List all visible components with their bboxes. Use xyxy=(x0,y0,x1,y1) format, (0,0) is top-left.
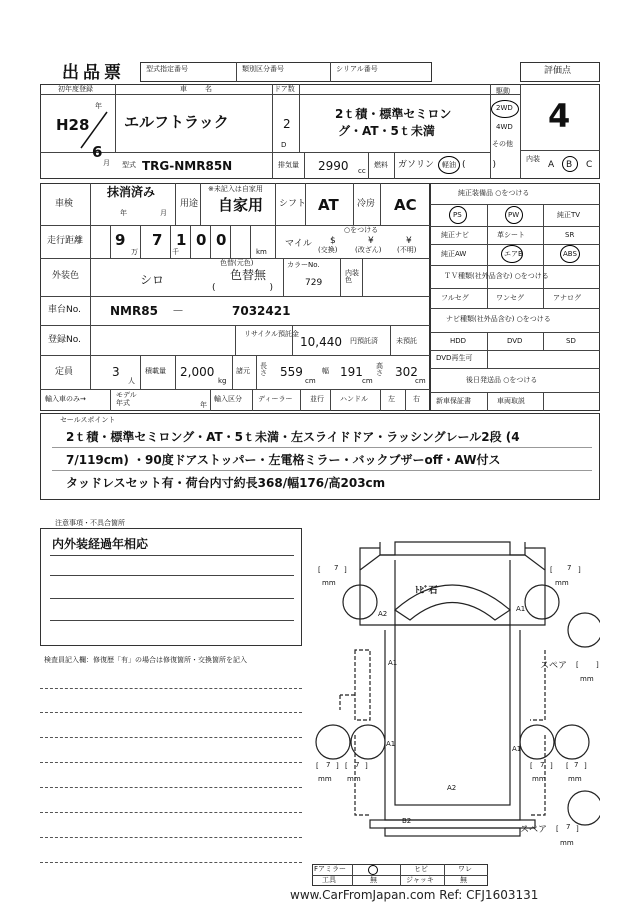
jack-label: ジャッキ xyxy=(406,876,434,884)
displacement-label: 排気量 xyxy=(278,161,299,169)
doors-label: ドア数 xyxy=(274,85,295,93)
crack-label: ワレ xyxy=(458,865,472,873)
shaken-label: 車検 xyxy=(55,199,74,209)
spare2-bracket: [ xyxy=(556,825,559,833)
reg-no-label: 登録No. xyxy=(48,335,81,345)
sales-points-label: セールスポイント xyxy=(60,416,116,424)
capacity-label: 定員 xyxy=(55,367,74,377)
grade-line2: グ・AT・5ｔ未満 xyxy=(338,124,435,138)
tool-value: 無 xyxy=(370,876,377,884)
tire-br1-bracket-r: ] xyxy=(550,762,553,770)
mileage-digit-1: 9 xyxy=(115,231,126,249)
mileage-digit-2: 7 xyxy=(152,231,163,249)
handle-left: 左 xyxy=(388,395,395,403)
fuel-paren: ( ) xyxy=(462,160,497,170)
meter-opt-3: ¥ xyxy=(406,236,412,246)
recycle-label: リサイクル預託金 xyxy=(244,330,300,338)
handle-right: 右 xyxy=(413,395,420,403)
tire-bl2-bracket: [ xyxy=(345,762,348,770)
interior-c: C xyxy=(586,160,593,170)
car-name-label: 車名 xyxy=(180,85,230,93)
equip-airbag: エアB xyxy=(504,250,523,258)
navi-title: ナビ種類(社外品含む) ○をつける xyxy=(446,315,551,323)
tire-br1-value: 7 xyxy=(540,761,545,769)
import-dealer: ディーラー xyxy=(258,395,293,403)
sales-line-3: タッドレスセット有・荷台内寸約長368/幅176/高203cm xyxy=(66,476,386,490)
tire-br2-value: 7 xyxy=(574,761,579,769)
orig-paren: ( ) xyxy=(212,283,274,293)
color-label: 外装色 xyxy=(52,271,80,281)
cm-unit-1: cm xyxy=(305,377,316,385)
grade-line1: 2ｔ積・標準セミロン xyxy=(335,107,452,121)
width-value: 191 xyxy=(340,365,363,379)
load-label: 積載量 xyxy=(145,367,166,375)
length-label: 長さ xyxy=(260,362,267,377)
navi-sd: SD xyxy=(566,337,576,345)
orig-color-value: 色替無 xyxy=(230,268,267,282)
drive-4wd: 4WD xyxy=(496,123,513,131)
height-label: 高さ xyxy=(376,362,383,377)
height-value: 302 xyxy=(395,365,418,379)
fuel-diesel: 軽油 xyxy=(442,161,456,169)
diagram-a1-left-mid: A1 xyxy=(386,740,396,748)
capacity-value: 3 xyxy=(112,365,120,379)
recycle-paid: 円預託済 xyxy=(350,337,378,345)
length-value: 559 xyxy=(280,365,303,379)
interior-b: B xyxy=(566,160,573,170)
ac-value: AC xyxy=(394,196,417,214)
color-value: シロ xyxy=(140,273,165,287)
spare-mm: mm xyxy=(580,675,594,683)
man-unit: 万 xyxy=(131,248,138,256)
tire-tl-mm: mm xyxy=(322,579,336,587)
spare2-label: スペア xyxy=(520,825,548,835)
kg-unit: kg xyxy=(218,377,227,385)
equip-sr: SR xyxy=(565,231,575,239)
score-label: 評価点 xyxy=(544,66,572,76)
fuel-gasoline: ガソリン xyxy=(398,160,435,170)
color-no: 729 xyxy=(305,278,323,288)
year-unit: 年 xyxy=(95,102,102,110)
spare-label: スペア xyxy=(540,661,568,671)
equip-pw: PW xyxy=(508,211,520,219)
score-value: 4 xyxy=(548,97,571,135)
car-name: エルフトラック xyxy=(124,113,229,131)
equip-aw: 純正AW xyxy=(441,250,467,258)
recycle-unpaid: 未預託 xyxy=(396,337,417,345)
use-value: 自家用 xyxy=(218,196,264,214)
diagram-a1-right: A1 xyxy=(516,605,526,613)
dvd-label: DVD再生可 xyxy=(436,354,473,362)
shift-value: AT xyxy=(318,196,339,214)
diagram-a2-left: A2 xyxy=(378,610,388,618)
model-year-unit: 年 xyxy=(200,401,207,409)
meter-sub-1: (交換) xyxy=(318,246,338,254)
diagram-a1-right-low: A1 xyxy=(512,745,522,753)
equip-ps: PS xyxy=(453,211,462,219)
model-code: TRG-NMR85N xyxy=(142,159,233,173)
spare-bracket: [ xyxy=(576,661,579,669)
navi-dvd: DVD xyxy=(507,337,523,345)
doors-value: 2 xyxy=(283,117,291,131)
tire-bl1-value: 7 xyxy=(326,761,331,769)
import-cat-label: 輸入区分 xyxy=(214,395,242,403)
post-warranty: 新車保証書 xyxy=(436,397,471,405)
mileage-digit-4: 0 xyxy=(196,231,207,249)
interior-label: 内装 xyxy=(526,155,540,163)
notes-text: 内外装経過年相応 xyxy=(52,537,149,551)
tool-label: 工具 xyxy=(322,876,336,884)
shaken-value: 抹消済み xyxy=(107,185,156,199)
equipment-title: 純正装備品 ○をつける xyxy=(458,189,530,197)
chassis-label: 車台No. xyxy=(48,305,81,315)
km-unit: km xyxy=(256,248,267,256)
notes-label: 注意事項・不具合箇所 xyxy=(55,519,125,527)
model-cert-label: 型式指定番号 xyxy=(146,65,188,73)
person-unit: 人 xyxy=(128,377,135,385)
sen-unit: 千 xyxy=(172,248,179,256)
tire-bl1-bracket: [ xyxy=(316,762,319,770)
use-note: ※未記入は自家用 xyxy=(208,185,263,193)
jack-value: 無 xyxy=(460,876,467,884)
mileage-digit-3: 1 xyxy=(176,231,187,249)
tire-br1-mm: mm xyxy=(532,775,546,783)
form-title: 出品票 xyxy=(62,63,125,83)
serial-label: シリアル番号 xyxy=(336,65,378,73)
cm-unit-3: cm xyxy=(415,377,426,385)
color-no-label: カラーNo. xyxy=(287,261,320,269)
tire-bl2-value: 7 xyxy=(355,761,360,769)
shift-label: シフト xyxy=(279,199,307,209)
orig-color-label: 色替(元色) xyxy=(220,259,254,267)
tire-bl1-bracket-r: ] xyxy=(336,762,339,770)
footer-watermark: www.CarFromJapan.com Ref: CFJ1603131 xyxy=(290,888,539,902)
displacement-value: 2990 xyxy=(318,159,349,173)
tire-tr-value: 7 xyxy=(567,564,572,572)
tv-title: ＴＶ種類(社外品含む) ○をつける xyxy=(444,272,549,280)
equip-abs: ABS xyxy=(563,250,577,258)
fuel-label: 燃料 xyxy=(374,161,388,169)
post-manual: 車両取説 xyxy=(497,397,525,405)
door-suffix: D xyxy=(281,141,287,149)
tv-oneseg: ワンセグ xyxy=(496,294,524,302)
navi-hdd: HDD xyxy=(450,337,467,345)
interior-a: A xyxy=(548,160,555,170)
tire-br2-mm: mm xyxy=(568,775,582,783)
post-title: 後日発送品 ○をつける xyxy=(466,376,538,384)
dims-label: 諸元 xyxy=(236,367,250,375)
tire-tr-bracket-r: ] xyxy=(578,566,581,574)
chip-label: ヒビ xyxy=(414,865,428,873)
month-unit: 月 xyxy=(103,159,110,167)
model-year-label: モデル年式 xyxy=(116,391,137,407)
first-reg-month: 6 xyxy=(92,143,103,161)
spare2-value: 7 xyxy=(566,823,571,831)
tire-br2-bracket: [ xyxy=(566,762,569,770)
use-label: 用途 xyxy=(180,199,199,209)
mirror-circle xyxy=(368,865,378,875)
drive-2wd: 2WD xyxy=(496,104,513,112)
category-label: 類別区分番号 xyxy=(242,65,284,73)
tv-analog: アナログ xyxy=(553,294,581,302)
tire-br1-bracket: [ xyxy=(530,762,533,770)
diagram-a2-bottom: A2 xyxy=(447,784,457,792)
mileage-digit-5: 0 xyxy=(216,231,227,249)
cc-unit: cc xyxy=(358,167,366,175)
tire-tl-bracket-r: ] xyxy=(344,566,347,574)
mileage-label: 走行距離 xyxy=(47,236,84,246)
chassis-no: 7032421 xyxy=(232,304,291,318)
meter-opt-2: ¥ xyxy=(368,236,374,246)
chassis-dash: － xyxy=(172,304,185,318)
tire-tl-bracket: [ xyxy=(318,566,321,574)
shaken-month-unit: 月 xyxy=(160,209,167,217)
spare-bracket-r: ] xyxy=(596,661,599,669)
inspector-label: 検査員記入欄：修復歴「有」の場合は修復箇所・交換箇所を記入 xyxy=(44,656,247,664)
handle-label: ハンドル xyxy=(340,395,368,403)
meter-sub-3: (不明) xyxy=(397,246,417,254)
equip-navi: 純正ナビ xyxy=(441,231,469,239)
equip-leather: 革シート xyxy=(497,231,525,239)
first-reg-label: 初年度登録 xyxy=(58,85,93,93)
spare2-bracket-r: ] xyxy=(576,825,579,833)
tire-tr-bracket: [ xyxy=(550,566,553,574)
meter-sub-2: (改ざん) xyxy=(355,246,382,254)
chassis-prefix: NMR85 xyxy=(110,304,158,318)
diagram-b2: B2 xyxy=(402,817,412,825)
recycle-value: 10,440 xyxy=(300,335,342,349)
diagram-windshield: ﾄﾋﾞ石 xyxy=(415,586,438,596)
tire-tl-value: 7 xyxy=(334,564,339,572)
import-label: 輸入車のみ→ xyxy=(45,395,86,403)
sales-line-1: 2ｔ積・標準セミロング・AT・5ｔ未満・左スライドドア・ラッシングレール2段 (4 xyxy=(66,430,520,444)
meter-opt-1: $ xyxy=(330,236,336,246)
mirror-label: Fアミラー xyxy=(314,865,347,873)
spare2-mm: mm xyxy=(560,839,574,847)
load-value: 2,000 xyxy=(180,365,215,379)
tire-tr-mm: mm xyxy=(555,579,569,587)
width-label: 幅 xyxy=(322,367,329,375)
import-parallel: 並行 xyxy=(310,395,324,403)
first-reg-year: H28 xyxy=(56,116,90,134)
mile-label: マイル xyxy=(285,239,312,249)
tire-bl1-mm: mm xyxy=(318,775,332,783)
diagram-a1-left-top: A1 xyxy=(388,659,398,667)
tv-fullseg: フルセグ xyxy=(441,294,469,302)
sales-line-2: 7/119cm) ・90度ドアストッパー・左電格ミラー・バックブザーoff・AW付ス xyxy=(66,453,501,467)
int-color-label: 内装色 xyxy=(345,269,359,284)
ac-label: 冷房 xyxy=(357,199,376,209)
cm-unit-2: cm xyxy=(362,377,373,385)
tire-bl2-bracket-r: ] xyxy=(365,762,368,770)
tire-bl2-mm: mm xyxy=(347,775,361,783)
drive-other: その他 xyxy=(492,140,513,148)
tire-br2-bracket-r: ] xyxy=(584,762,587,770)
equip-tv: 純正TV xyxy=(557,211,581,219)
model-label: 型式 xyxy=(122,161,136,169)
circle-note: ○をつける xyxy=(344,226,379,234)
drive-label: 駆動 xyxy=(496,87,510,95)
shaken-year-unit: 年 xyxy=(120,209,127,217)
